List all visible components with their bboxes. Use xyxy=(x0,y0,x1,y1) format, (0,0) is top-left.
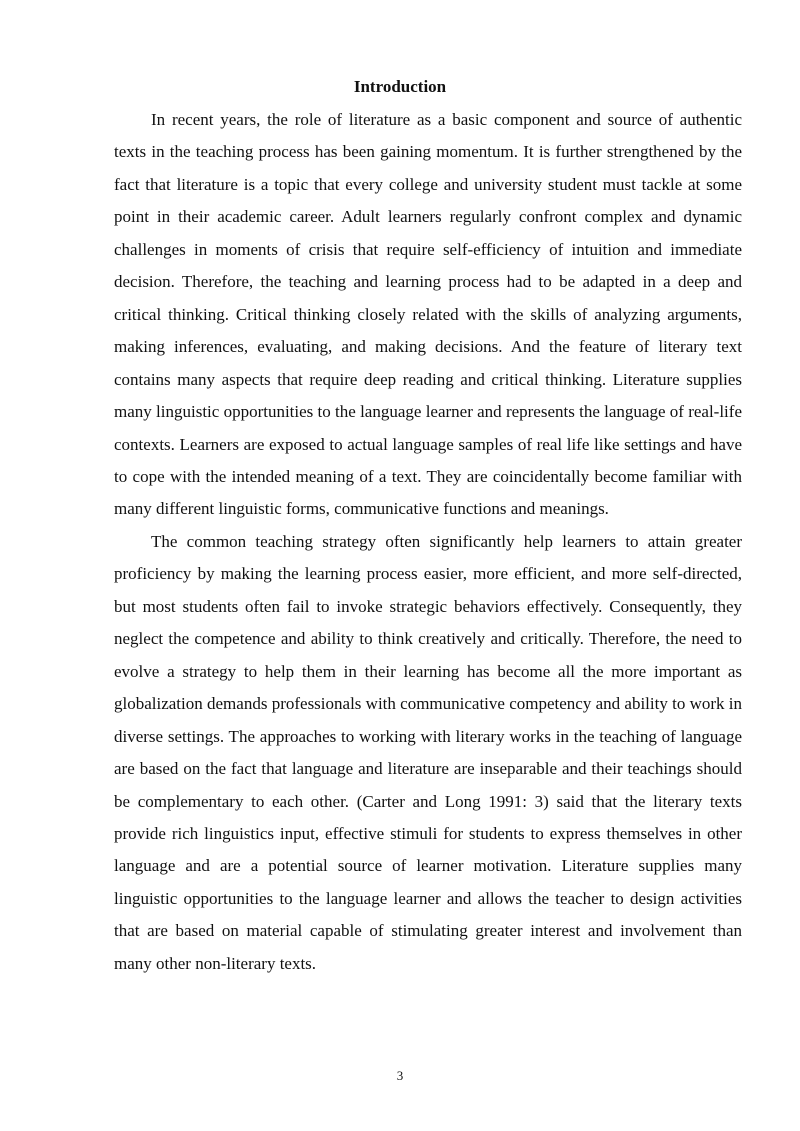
paragraph-1: In recent years, the role of literature as a basic component and source of authentic texts in the teaching process has been gaining momentum. It is further strengthened by the fact that literature is a topic that every college and university student must tackle at some point in their academic career. Adult learners regularly confront complex and dynamic challenges in moments of crisis that require self-efficiency of intuition and immediate decision. Therefore, the teaching and learning process had to be adapted in a deep and critical thinking. Critical thinking closely related with the skills of analyzing arguments, making inferences, evaluating, and making decisions. And the feature of literary text contains many aspects that require deep reading and critical thinking. Literature supplies many linguistic opportunities to the language learner and represents the language of real-life contexts. Learners are exposed to actual language samples of real life like settings and have to cope with the intended meaning of a text. They are coincidentally become familiar with many different linguistic forms, communicative functions and meanings. xyxy=(114,110,742,519)
paragraph-2: The common teaching strategy often significantly help learners to attain greater proficiency by making the learning process easier, more efficient, and more self-directed, but most students often fail to invoke strategic behaviors effectively. Consequently, they neglect the competence and ability to think creatively and critically. Therefore, the need to evolve a strategy to help them in their learning has become all the more important as globalization demands professionals with communicative competency and ability to work in diverse settings. The approaches to working with literary works in the teaching of language are based on the fact that language and literature are inseparable and their teachings should be complementary to each other. (Carter and Long 1991: 3) said that the literary texts provide rich linguistics input, effective stimuli for students to express themselves in other language and are a potential source of learner motivation. Literature supplies many linguistic opportunities to the language learner and allows the teacher to design activities that are based on material capable of stimulating greater interest and involvement than many other non-literary texts. xyxy=(114,531,742,973)
section-heading: Introduction xyxy=(353,77,447,96)
page-number: 3 xyxy=(396,1068,404,1083)
body-text xyxy=(114,104,742,980)
